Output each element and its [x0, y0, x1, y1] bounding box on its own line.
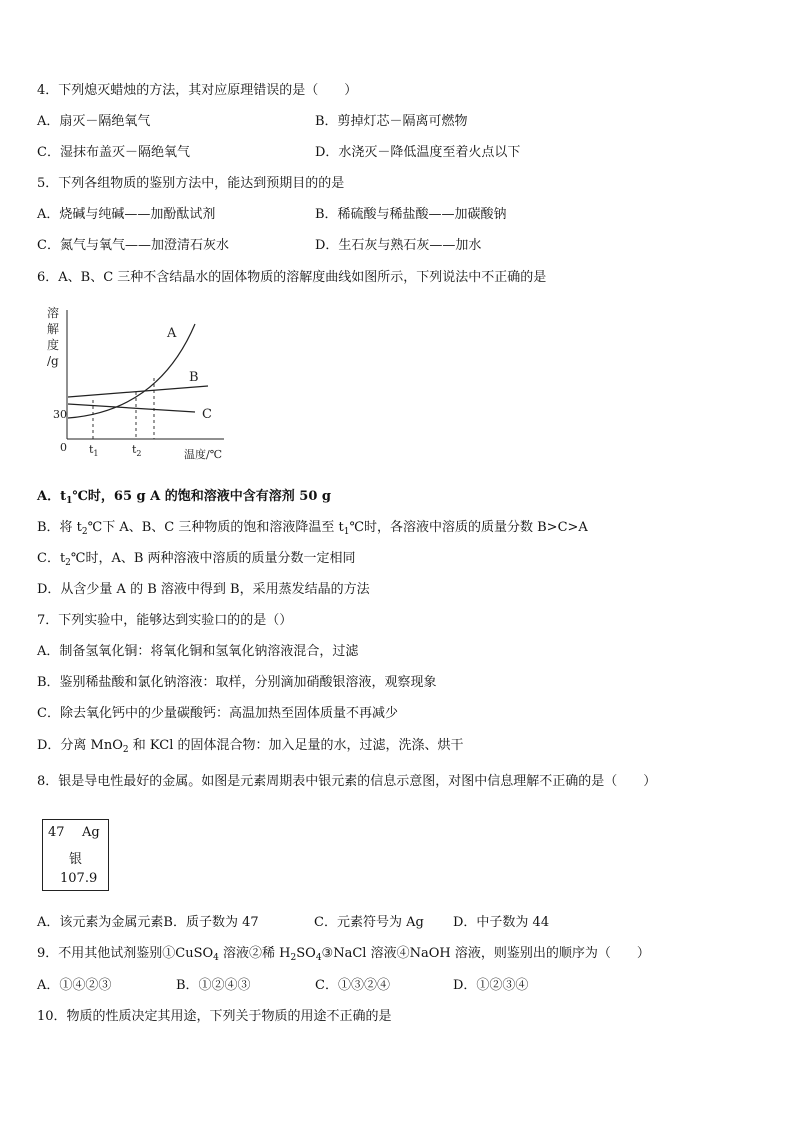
q7-option-a: A．制备氢氧化铜：将氧化铜和氢氧化钠溶液混合，过滤 [37, 644, 359, 659]
chart-origin-label: 0 [60, 441, 67, 454]
chart-series-B-label: B [189, 370, 199, 385]
q5-option-b: B．稀硫酸与稀盐酸——加碳酸钠 [315, 207, 507, 222]
q5-option-c: C．氮气与氧气——加澄清石灰水 [37, 238, 229, 253]
q7-option-c: C．除去氧化钙中的少量碳酸钙：高温加热至固体质量不再减少 [37, 706, 398, 721]
q5-stem: 5．下列各组物质的鉴别方法中，能达到预期目的的是 [37, 176, 345, 191]
chart-series-C-line [68, 404, 195, 412]
q10-stem: 10．物质的性质决定其用途，下列关于物质的用途不正确的是 [37, 1009, 392, 1024]
q6-option-a: A．$t_1℃$时，65 g A 的饱和溶液中含有溶剂 50 g [37, 489, 332, 506]
chart-series-A-label: A [167, 326, 177, 341]
q9-option-c: C．①③②④ [315, 978, 390, 993]
q8-option-d: D．中子数为 44 [453, 915, 550, 930]
q8-option-a-b: A．该元素为金属元素B．质子数为 47 [37, 915, 259, 930]
element-name: 银 [69, 852, 83, 867]
q6-option-c: C．$t_2℃$时，A、B 两种溶液中溶质的质量分数一定相同 [37, 551, 356, 568]
q7-option-d: D．分离 MnO$_2$ 和 KCl 的固体混合物：加入足量的水，过滤，洗涤、烘干 [37, 738, 464, 755]
q7-option-b: B．鉴别稀盐酸和氯化钠溶液：取样，分别滴加硝酸银溶液，观察现象 [37, 675, 437, 690]
chart-xlabel: 温度/℃ [184, 448, 223, 461]
q4-option-d: D．水浇灭－降低温度至着火点以下 [315, 145, 521, 160]
element-symbol: Ag [82, 825, 100, 840]
chart-ylabel-3: /g [47, 354, 59, 368]
q9-option-a: A．①④②③ [37, 978, 112, 993]
q4-stem: 4．下列熄灭蜡烛的方法，其对应原理错误的是（ ） [37, 83, 358, 98]
element-info-box [42, 819, 109, 891]
chart-x-tick-t1: $t_1$ [89, 443, 99, 458]
q4-option-a: A．扇灭－隔绝氧气 [37, 114, 151, 129]
q5-option-a: A．烧碱与纯碱——加酚酞试剂 [37, 207, 216, 222]
q7-stem: 7．下列实验中，能够达到实验口的的是（） [37, 613, 293, 628]
chart-ylabel-2: 度 [47, 338, 60, 352]
chart-x-tick-t2: $t_2$ [132, 443, 142, 458]
q6-option-b: B．将 $t_2℃$下 A、B、C 三种物质的饱和溶液降温至 $t_1℃$时，各溶液中溶质的质量分数 B>C>A [37, 520, 588, 537]
chart-ylabel-0: 溶 [47, 306, 60, 320]
q4-option-c: C．湿抹布盖灭－隔绝氧气 [37, 145, 190, 160]
element-atomic-mass: 107.9 [60, 871, 98, 886]
q8-option-c: C．元素符号为 Ag [314, 915, 424, 930]
q6-option-d: D．从含少量 A 的 B 溶液中得到 B，采用蒸发结晶的方法 [37, 582, 370, 597]
q6-stem: 6．A、B、C 三种不含结晶水的固体物质的溶解度曲线如图所示，下列说法中不正确的是 [37, 270, 547, 285]
q5-option-d: D．生石灰与熟石灰——加水 [315, 238, 482, 253]
chart-y-tick-30: 30 [53, 408, 67, 421]
q9-option-b: B．①②④③ [176, 978, 251, 993]
chart-series-C-label: C [202, 407, 212, 422]
chart-ylabel-1: 解 [47, 322, 60, 336]
solubility-chart [40, 300, 240, 465]
q4-option-b: B．剪掉灯芯－隔离可燃物 [315, 114, 468, 129]
q9-option-d: D．①②③④ [453, 978, 529, 993]
element-atomic-number: 47 [48, 825, 65, 840]
q8-stem: 8．银是导电性最好的金属。如图是元素周期表中银元素的信息示意图，对图中信息理解不正确的是（ ） [37, 774, 657, 789]
q9-stem: 9．不用其他试剂鉴别①CuSO$_4$ 溶液②稀 $H_2SO_4③NaCl$ 溶液④NaOH 溶液，则鉴别出的顺序为（ ） [37, 946, 650, 963]
